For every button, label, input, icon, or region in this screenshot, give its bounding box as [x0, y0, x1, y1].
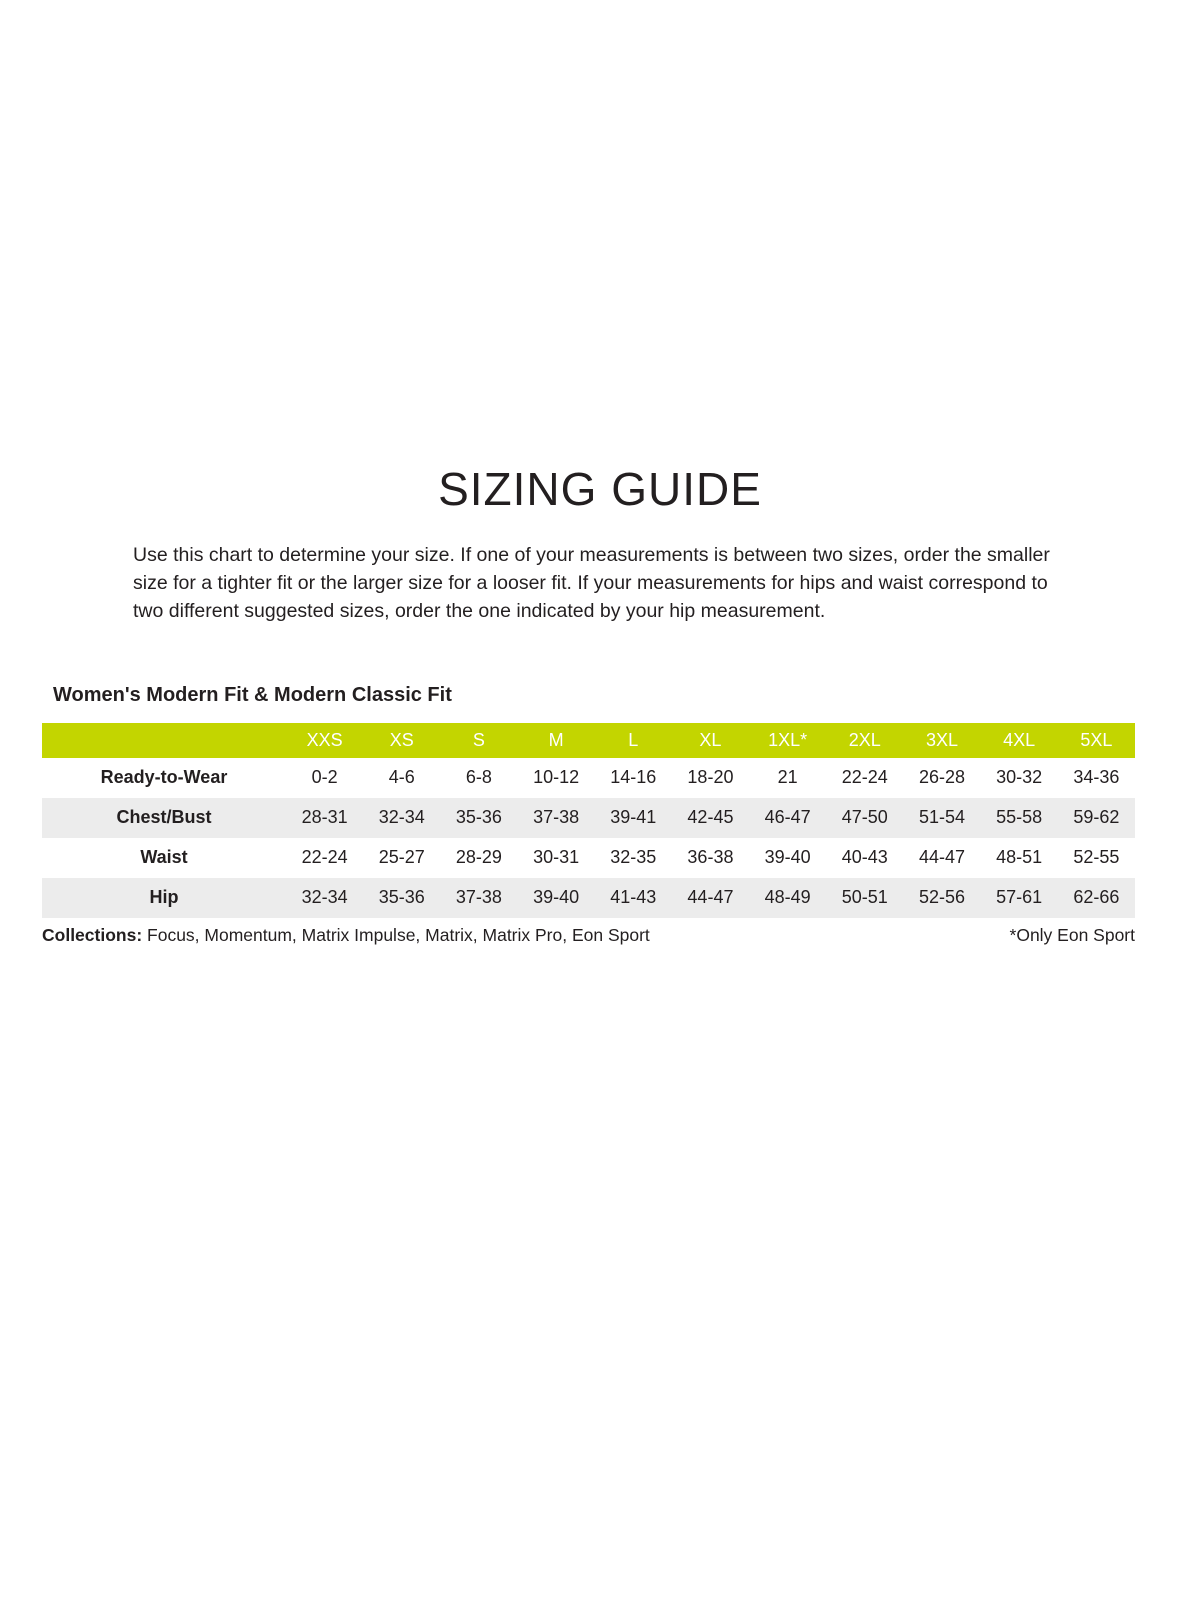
collections-list: Focus, Momentum, Matrix Impulse, Matrix, Matrix Pro, Eon Sport: [142, 924, 650, 945]
size-value-cell: 47-50: [826, 798, 903, 838]
size-value-cell: 36-38: [687, 847, 734, 868]
size-value-cell: 32-35: [610, 847, 657, 868]
size-value-cell: 40-43: [841, 847, 888, 868]
size-value-cell: 28-31: [286, 798, 363, 838]
size-value-cell: 39-40: [518, 878, 595, 918]
size-value-cell: 48-49: [749, 878, 826, 918]
size-value-cell: 39-41: [595, 798, 672, 838]
size-value-cell: 4-6: [388, 767, 415, 788]
size-value-cell: 32-34: [363, 798, 440, 838]
size-table-row: [42, 838, 1135, 878]
size-value-cell: 52-56: [903, 878, 980, 918]
size-value-cell: 25-27: [378, 847, 425, 868]
size-value-cell: 51-54: [903, 798, 980, 838]
row-label: Ready-to-Wear: [100, 767, 228, 788]
footer-line: [42, 925, 1135, 946]
size-value-cell: 6-8: [465, 767, 492, 788]
size-value-cell: 30-32: [996, 767, 1043, 788]
page-title: SIZING GUIDE: [438, 463, 762, 515]
size-table-corner-cell: [42, 723, 286, 758]
section-heading-womens-modern-fit: Women's Modern Fit & Modern Classic Fit: [53, 683, 452, 706]
size-value-cell: 37-38: [440, 878, 517, 918]
size-value-cell: 55-58: [981, 798, 1058, 838]
size-value-cell: 42-45: [672, 798, 749, 838]
size-value-cell: 21: [777, 767, 798, 788]
size-value-cell: 44-47: [672, 878, 749, 918]
size-table-row: [42, 798, 1135, 838]
size-column-header: XXS: [286, 723, 363, 758]
size-value-cell: 30-31: [533, 847, 580, 868]
size-table-row: [42, 878, 1135, 918]
size-column-header: 2XL: [826, 723, 903, 758]
size-table-row: [42, 758, 1135, 798]
size-value-cell: 14-16: [610, 767, 657, 788]
size-column-header: 4XL: [981, 723, 1058, 758]
size-value-cell: 50-51: [826, 878, 903, 918]
size-value-cell: 0-2: [311, 767, 338, 788]
row-label: Hip: [42, 878, 286, 918]
size-column-header: XL: [672, 723, 749, 758]
row-label: Chest/Bust: [42, 798, 286, 838]
size-column-header: M: [518, 723, 595, 758]
size-column-header: XS: [363, 723, 440, 758]
size-value-cell: 18-20: [687, 767, 734, 788]
size-value-cell: 48-51: [996, 847, 1043, 868]
size-value-cell: 32-34: [286, 878, 363, 918]
intro-paragraph: Use this chart to determine your size. If one of your measurements is between two sizes, order the smaller size for a tighter fit or the larger size for a looser fit. If your measurements for hips and waist correspond to two different suggested sizes, order the one indicated by your hip measurement.: [133, 544, 1050, 622]
size-value-cell: 35-36: [363, 878, 440, 918]
footnote-only-eon-sport: *Only Eon Sport: [1009, 924, 1135, 945]
size-value-cell: 46-47: [749, 798, 826, 838]
size-value-cell: 10-12: [533, 767, 580, 788]
size-value-cell: 59-62: [1058, 798, 1135, 838]
collections-note: [42, 925, 650, 946]
size-value-cell: 22-24: [841, 767, 888, 788]
size-value-cell: 52-55: [1073, 847, 1120, 868]
size-column-header: 1XL*: [749, 723, 826, 758]
size-value-cell: 41-43: [595, 878, 672, 918]
size-chart-table: [42, 723, 1135, 918]
size-column-header: S: [440, 723, 517, 758]
collections-label: Collections:: [42, 924, 143, 945]
size-column-header: L: [595, 723, 672, 758]
size-column-header: 5XL: [1058, 723, 1135, 758]
size-table-header-row: [42, 723, 1135, 758]
size-value-cell: 62-66: [1058, 878, 1135, 918]
size-value-cell: 22-24: [301, 847, 348, 868]
size-value-cell: 28-29: [455, 847, 502, 868]
size-value-cell: 35-36: [440, 798, 517, 838]
row-label: Waist: [140, 847, 188, 868]
size-value-cell: 57-61: [981, 878, 1058, 918]
size-column-header: 3XL: [903, 723, 980, 758]
size-value-cell: 26-28: [918, 767, 965, 788]
size-value-cell: 39-40: [764, 847, 811, 868]
size-value-cell: 44-47: [918, 847, 965, 868]
size-value-cell: 34-36: [1073, 767, 1120, 788]
size-value-cell: 37-38: [518, 798, 595, 838]
